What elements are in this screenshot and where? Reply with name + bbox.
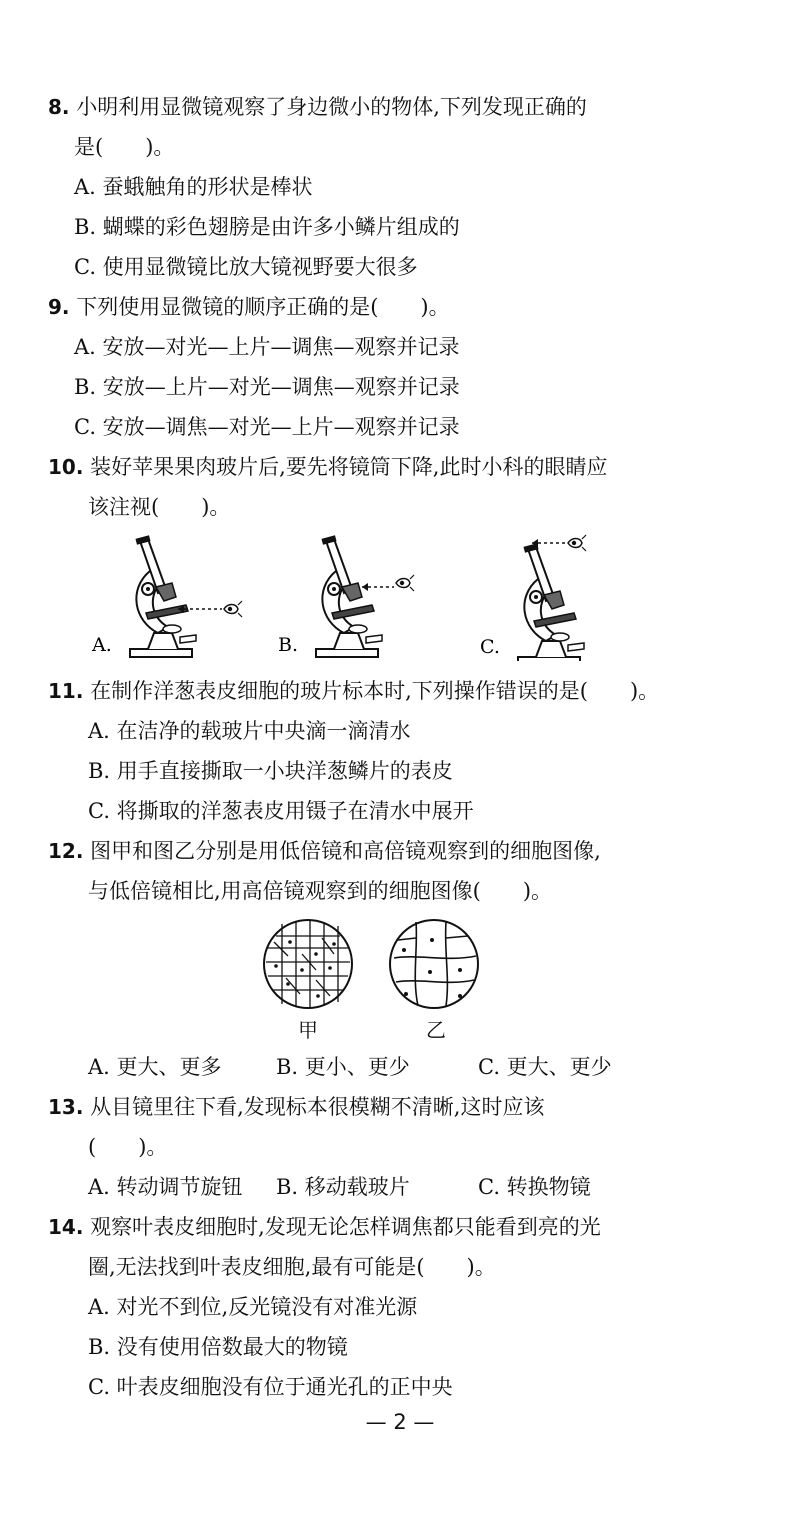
q12-option-c: C. 更大、更少 — [478, 1055, 612, 1079]
low-power-cells-image — [262, 918, 354, 1010]
q11-option-a: A. 在洁净的载玻片中央滴一滴清水 — [88, 719, 411, 743]
q13-stem: 从目镜里往下看,发现标本很模糊不清晰,这时应该 — [90, 1095, 545, 1119]
page-number: — 2 — — [365, 1410, 435, 1434]
q8-option-c: C. 使用显微镜比放大镜视野要大很多 — [74, 255, 418, 279]
q12-option-a: A. 更大、更多 — [88, 1055, 222, 1079]
q14-option-b: B. 没有使用倍数最大的物镜 — [88, 1335, 348, 1359]
q12-stem-line1 — [48, 836, 601, 866]
q11-option-c: C. 将撕取的洋葱表皮用镊子在清水中展开 — [88, 799, 474, 823]
q13-number: 13. — [48, 1095, 84, 1119]
q13-stem-line2: ( )。 — [88, 1135, 168, 1159]
microscope-figure-a — [90, 533, 250, 661]
q14-stem-line2: 圈,无法找到叶表皮细胞,最有可能是( )。 — [88, 1255, 496, 1279]
q9-number: 9. — [48, 295, 70, 319]
figure-label-jia: 甲 — [298, 1018, 318, 1042]
q14-option-a: A. 对光不到位,反光镜没有对准光源 — [88, 1295, 418, 1319]
figure-label-yi: 乙 — [426, 1018, 446, 1042]
microscope-figure-b — [276, 533, 436, 661]
q11-option-b: B. 用手直接撕取一小块洋葱鳞片的表皮 — [88, 759, 453, 783]
q8-stem-line2: 是( )。 — [74, 135, 175, 159]
q9-stem-line1 — [48, 292, 450, 322]
q13-option-c: C. 转换物镜 — [478, 1175, 591, 1199]
q14-stem: 观察叶表皮细胞时,发现无论怎样调焦都只能看到亮的光 — [90, 1215, 601, 1239]
q8-stem-line1 — [48, 92, 587, 122]
q14-option-c: C. 叶表皮细胞没有位于通光孔的正中央 — [88, 1375, 453, 1399]
q14-stem-line1 — [48, 1212, 601, 1242]
q14-number: 14. — [48, 1215, 84, 1239]
high-power-cells-image — [388, 918, 480, 1010]
figure-c-label: C. — [480, 636, 500, 658]
q13-option-a: A. 转动调节旋钮 — [88, 1175, 243, 1199]
q10-number: 10. — [48, 455, 84, 479]
microscope-figure-c — [478, 533, 638, 661]
q13-option-b: B. 移动载玻片 — [276, 1175, 410, 1199]
figure-a-label: A. — [92, 634, 112, 656]
q11-stem-line1 — [48, 676, 659, 706]
q9-option-a: A. 安放—对光—上片—调焦—观察并记录 — [74, 335, 460, 359]
q12-option-b: B. 更小、更少 — [276, 1055, 410, 1079]
q12-stem: 图甲和图乙分别是用低倍镜和高倍镜观察到的细胞图像, — [90, 839, 601, 863]
q13-stem-line1 — [48, 1092, 544, 1122]
q8-stem: 小明利用显微镜观察了身边微小的物体,下列发现正确的 — [76, 95, 587, 119]
q11-number: 11. — [48, 679, 84, 703]
q10-stem-line2: 该注视( )。 — [88, 495, 231, 519]
q10-stem-line1 — [48, 452, 607, 482]
q12-stem-line2: 与低倍镜相比,用高倍镜观察到的细胞图像( )。 — [88, 879, 553, 903]
q10-stem: 装好苹果果肉玻片后,要先将镜筒下降,此时小科的眼睛应 — [90, 455, 608, 479]
q12-number: 12. — [48, 839, 84, 863]
q9-option-b: B. 安放—上片—对光—调焦—观察并记录 — [74, 375, 460, 399]
q11-stem: 在制作洋葱表皮细胞的玻片标本时,下列操作错误的是( )。 — [90, 679, 660, 703]
q8-option-a: A. 蚕蛾触角的形状是棒状 — [74, 175, 313, 199]
q8-number: 8. — [48, 95, 70, 119]
q9-option-c: C. 安放—调焦—对光—上片—观察并记录 — [74, 415, 460, 439]
figure-b-label: B. — [278, 634, 299, 656]
q8-option-b: B. 蝴蝶的彩色翅膀是由许多小鳞片组成的 — [74, 215, 460, 239]
q9-stem: 下列使用显微镜的顺序正确的是( )。 — [76, 295, 450, 319]
